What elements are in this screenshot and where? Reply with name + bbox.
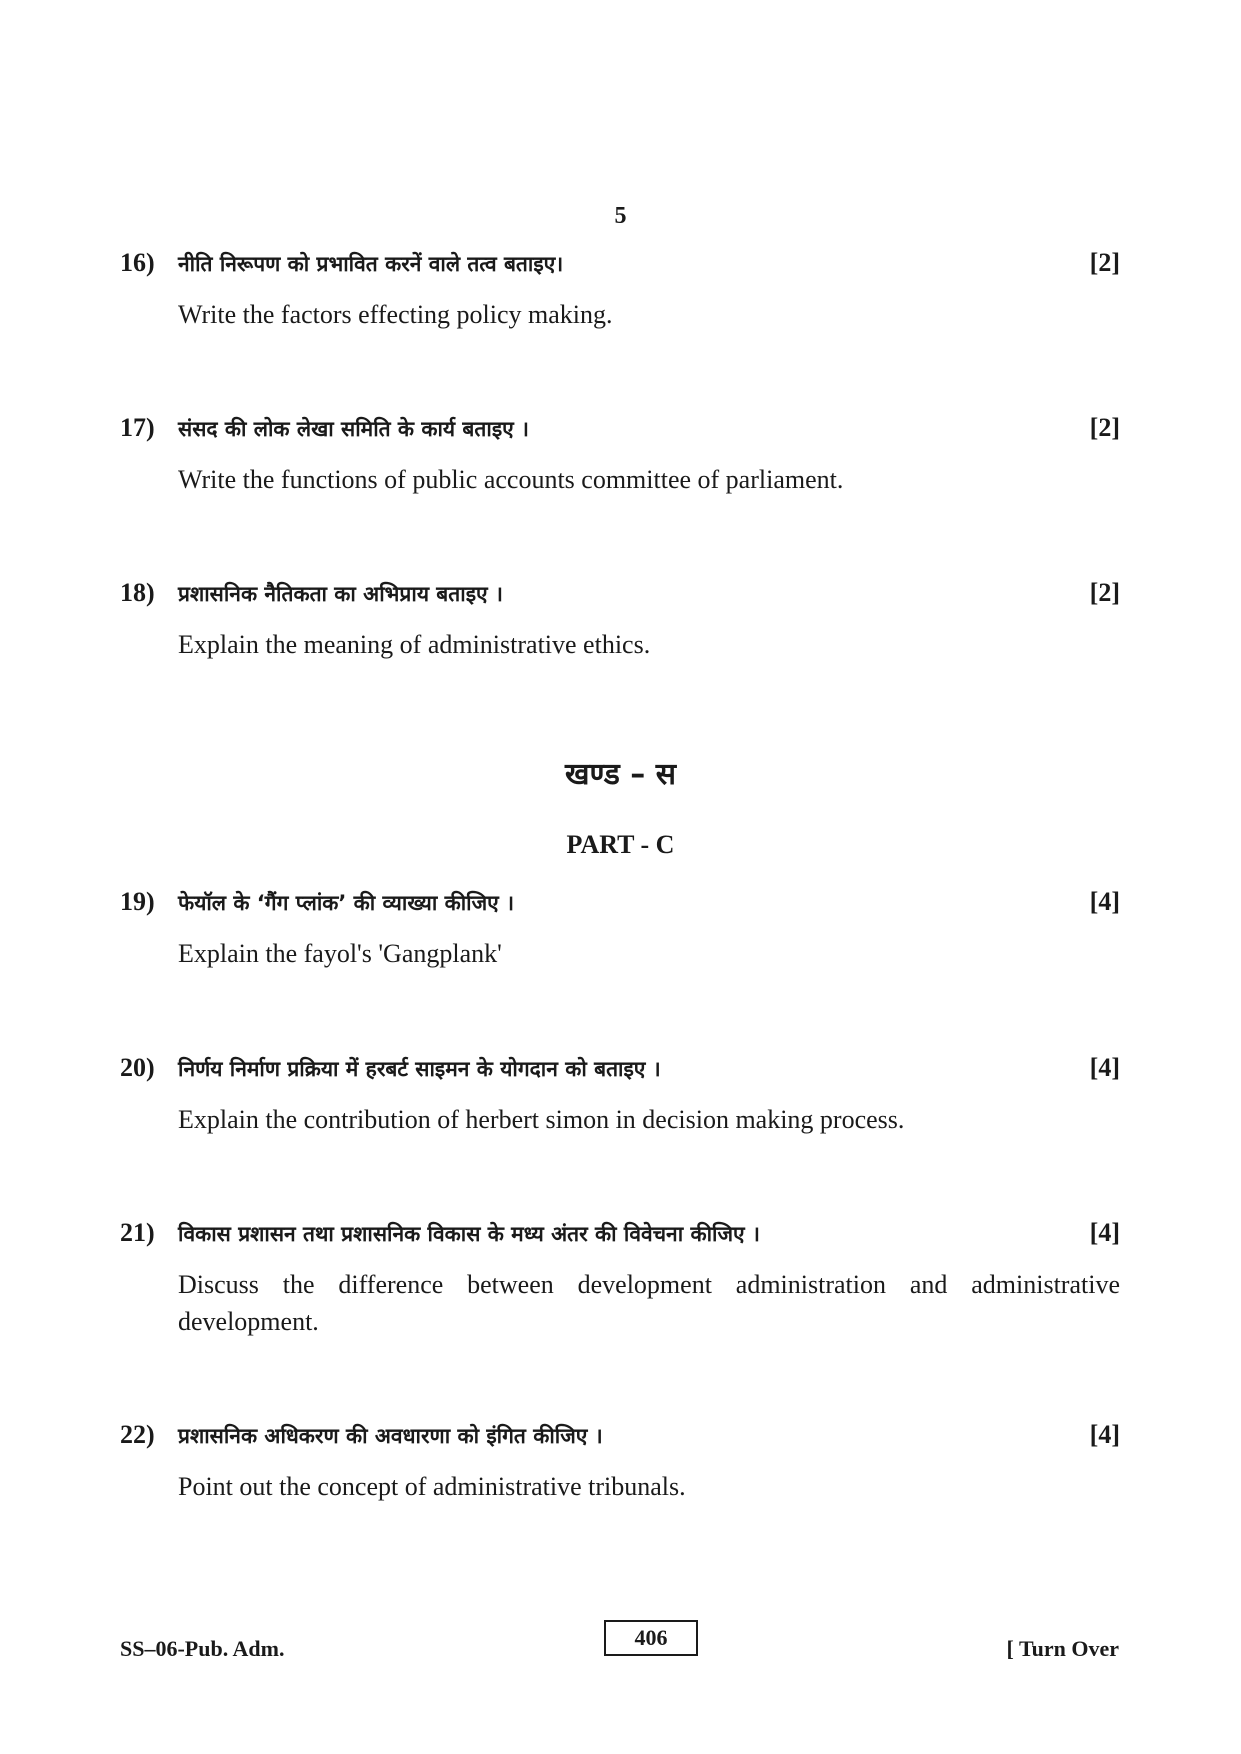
- question-number: 21): [120, 1218, 155, 1247]
- question-text-english: Write the factors effecting policy making.: [178, 300, 613, 329]
- page-code-box: 406: [604, 1620, 698, 1656]
- question-number: 20): [120, 1053, 155, 1082]
- question-text-hindi: प्रशासनिक अधिकरण की अवधारणा को इंगित कीजिए ।: [178, 1424, 603, 1448]
- question-text-hindi: फेयॉल के ‘गैंग प्लांक’ की व्याख्या कीजिए ।: [178, 891, 515, 915]
- turn-over-note: [ Turn Over: [1006, 1636, 1119, 1661]
- question-text-english: Explain the fayol's 'Gangplank': [178, 939, 502, 968]
- section-heading-english: PART - C: [566, 830, 675, 859]
- question-text-english: Explain the contribution of herbert simon in decision making process.: [178, 1105, 905, 1134]
- question-number: 16): [120, 248, 155, 277]
- question-text-english: Discuss the difference between development administration and administrative development.: [178, 1270, 1120, 1336]
- question-17: [120, 413, 1120, 498]
- question-text-hindi: संसद की लोक लेखा समिति के कार्य बताइए ।: [178, 417, 530, 441]
- question-22: [120, 1420, 1120, 1505]
- question-16: [120, 248, 1120, 333]
- question-marks: [4]: [1089, 887, 1120, 916]
- question-text-english: Point out the concept of administrative tribunals.: [178, 1472, 686, 1501]
- question-number: 22): [120, 1420, 155, 1449]
- question-text-hindi: विकास प्रशासन तथा प्रशासनिक विकास के मध्य अंतर की विवेचना कीजिए ।: [178, 1222, 760, 1246]
- question-marks: [4]: [1089, 1218, 1120, 1247]
- question-number: 19): [120, 887, 155, 916]
- question-marks: [2]: [1089, 413, 1120, 442]
- question-19: [120, 887, 1120, 972]
- question-number: 17): [120, 413, 155, 442]
- section-heading-hindi: खण्ड – स: [564, 757, 676, 792]
- paper-code: SS–06-Pub. Adm.: [120, 1636, 285, 1661]
- question-text-english: Explain the meaning of administrative ethics.: [178, 630, 651, 659]
- question-marks: [2]: [1089, 248, 1120, 277]
- question-20: [120, 1053, 1120, 1138]
- page-number: 5: [614, 203, 627, 229]
- question-marks: [4]: [1089, 1420, 1120, 1449]
- question-text-hindi: निर्णय निर्माण प्रक्रिया में हरबर्ट साइमन के योगदान को बताइए ।: [178, 1057, 661, 1081]
- question-number: 18): [120, 578, 155, 607]
- question-18: [120, 578, 1120, 663]
- question-21: [120, 1218, 1120, 1340]
- question-marks: [4]: [1089, 1053, 1120, 1082]
- question-text-hindi: प्रशासनिक नैतिकता का अभिप्राय बताइए ।: [178, 582, 503, 606]
- question-text-hindi: नीति निरूपण को प्रभावित करनें वाले तत्व बताइए।: [178, 252, 564, 276]
- question-marks: [2]: [1089, 578, 1120, 607]
- question-text-english: Write the functions of public accounts committee of parliament.: [178, 465, 844, 494]
